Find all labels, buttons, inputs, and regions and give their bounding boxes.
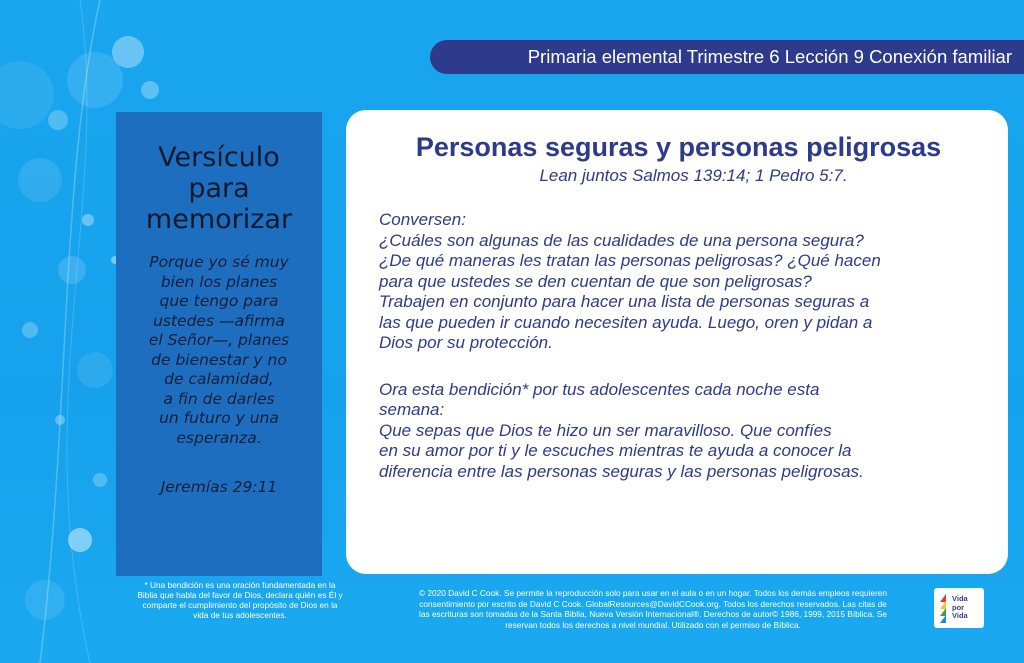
memory-verse-reference: Jeremías 29:11	[160, 478, 278, 496]
discussion-line: Trabajen en conjunto para hacer una lista de personas seguras a	[379, 292, 870, 311]
copyright-line: consentimiento por escrito de David C Cook. GlobalResources@DavidCCook.org. Todos los derechos reservados. Las citas de	[419, 598, 887, 609]
lesson-header-title: Primaria elemental Trimestre 6 Lección 9 Conexión familiar	[527, 46, 1012, 67]
memory-verse-title-line: para	[188, 173, 250, 204]
discussion-line: Conversen:	[379, 210, 466, 229]
verse-line: un futuro y una	[159, 409, 279, 427]
verse-line: el Señor—, planes	[148, 331, 290, 349]
verse-line: de calamidad,	[164, 370, 274, 388]
verse-line: a fin de darles	[163, 389, 275, 408]
content-card	[346, 110, 1008, 574]
logo-word: Vida	[952, 594, 968, 604]
copyright-line: © 2020 David C Cook. Se permite la reproducción solo para usar en el aula o en un hogar. Todos los demás empleos requieren	[418, 588, 888, 598]
footnote-line: vida de tus adolescentes.	[193, 610, 287, 620]
blessing-line: en su amor por ti y le escuches mientras te ayuda a conocer la	[379, 441, 852, 460]
discussion-line: las que pueden ir cuando necesiten ayuda. Luego, oren y pidan a	[379, 312, 873, 332]
verse-line: que tengo para	[159, 292, 279, 310]
blessing-line: semana:	[379, 400, 445, 419]
footnote-line: comparte el cumplimiento del propósito de Dios en la	[142, 600, 338, 610]
blessing-line: Ora esta bendición* por tus adolescentes cada noche esta	[379, 379, 820, 399]
memory-verse-text	[116, 253, 322, 448]
footnote-line: * Una bendición es una oración fundamentada en la	[144, 580, 336, 590]
logo-word: Vida	[952, 611, 968, 621]
memory-verse-panel	[116, 112, 322, 576]
verse-line: ustedes —afirma	[153, 311, 285, 330]
card-title: Personas seguras y personas peligrosas	[415, 132, 942, 162]
discussion-line: Dios por su protección.	[379, 333, 553, 352]
verse-line: esperanza.	[176, 428, 262, 447]
discussion-line: ¿De qué maneras les tratan las personas peligrosas? ¿Qué hacen	[379, 251, 881, 270]
discussion-block	[379, 210, 978, 354]
copyright-notice	[378, 588, 928, 630]
memory-verse-title	[116, 142, 322, 235]
verse-line: de bienestar y no	[151, 350, 287, 369]
blessing-footnote	[116, 580, 364, 620]
lesson-header-bar	[430, 40, 1024, 74]
blessing-block	[379, 380, 978, 483]
footnote-line: Biblia que habla del favor de Dios, declara quién es Él y	[137, 590, 343, 600]
blessing-line: diferencia entre las personas seguras y las personas peligrosas.	[379, 461, 864, 481]
verse-line: bien los planes	[160, 272, 278, 291]
logo-mark-icon	[938, 593, 948, 623]
memory-verse-title-line: memorizar	[145, 204, 293, 235]
memory-verse-title-line: Versículo	[158, 142, 280, 173]
blessing-line: Que sepas que Dios te hizo un ser maravilloso. Que confíes	[379, 420, 832, 440]
discussion-line: ¿Cuáles son algunas de las cualidades de una persona segura?	[379, 230, 864, 250]
card-subtitle: Lean juntos Salmos 139:14; 1 Pedro 5:7.	[539, 166, 848, 185]
verse-line: Porque yo sé muy	[149, 253, 289, 271]
vida-por-vida-logo	[934, 588, 984, 628]
copyright-line: las escrituras son tomadas de la Santa Biblia, Nueva Versión Internacional®. Derechos de autor© 1986, 1999, 2015 Bíblica. Se	[419, 609, 887, 619]
discussion-line: para que ustedes se den cuentan de que son peligrosas?	[379, 271, 812, 291]
copyright-line: reservan todos los derechos a nivel mundial. Utilizado con el permiso de Bíblica.	[505, 619, 801, 630]
logo-text	[952, 595, 968, 621]
logo-word: por	[952, 602, 965, 612]
